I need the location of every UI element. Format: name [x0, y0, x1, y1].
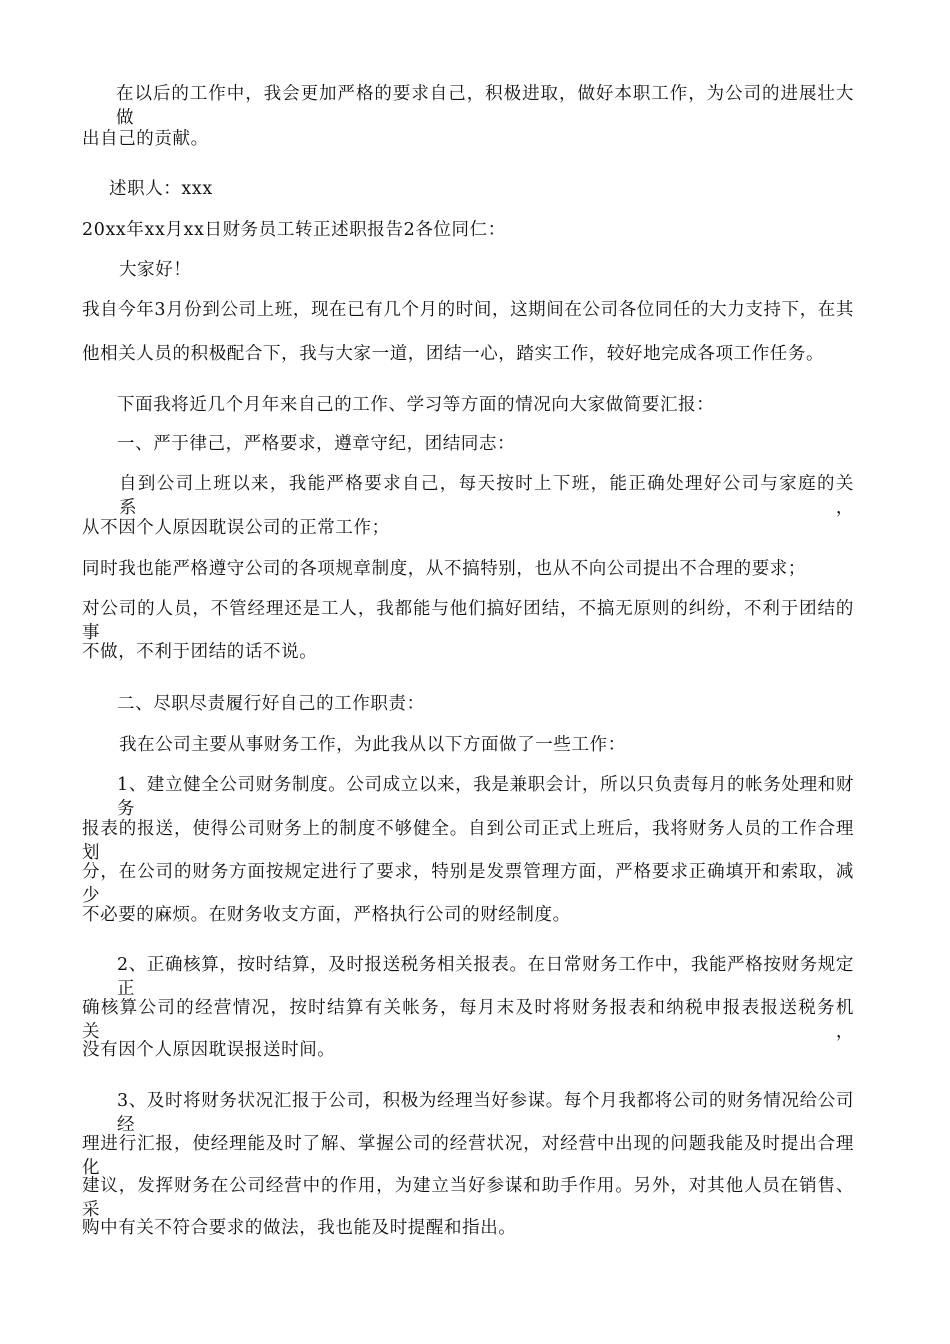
paragraph-line: 确核算公司的经营情况，按时结算有关帐务，每月末及时将财务报表和纳税申报表报送税务机关，	[82, 998, 854, 1042]
paragraph-line: 购中有关不符合要求的做法，我也能及时提醒和指出。	[82, 1218, 517, 1238]
paragraph-line: 同时我也能严格遵守公司的各项规章制度，从不搞特别，也从不向公司提出不合理的要求；	[82, 559, 806, 579]
paragraph-line: 下面我将近几个月年来自己的工作、学习等方面的情况向大家做简要汇报：	[117, 395, 715, 415]
paragraph-line: 不必要的麻烦。在财务收支方面，严格执行公司的财经制度。	[82, 905, 571, 925]
paragraph-line: 不做，不利于团结的话不说。	[82, 642, 318, 662]
paragraph-line: 出自己的贡献。	[82, 129, 209, 149]
section-heading: 二、尽职尽责履行好自己的工作职责：	[117, 694, 425, 714]
paragraph-line: 2、正确核算，按时结算，及时报送税务相关报表。在日常财务工作中，我能严格按财务规定正	[117, 955, 854, 999]
paragraph-line: 报表的报送，使得公司财务上的制度不够健全。自到公司正式上班后，我将财务人员的工作合理划	[82, 819, 854, 863]
paragraph-line: 我在公司主要从事财务工作，为此我从以下方面做了一些工作：	[119, 735, 626, 755]
paragraph-line: 自到公司上班以来，我能严格要求自己，每天按时上下班，能正确处理好公司与家庭的关系，	[119, 474, 854, 518]
paragraph-line: 3、及时将财务状况汇报于公司，积极为经理当好参谋。每个月我都将公司的财务情况给公司经	[117, 1091, 854, 1135]
paragraph-line: 分，在公司的财务方面按规定进行了要求，特别是发票管理方面，严格要求正确填开和索取，减少	[82, 862, 854, 906]
paragraph-line: 从不因个人原因耽误公司的正常工作；	[82, 518, 390, 538]
paragraph-line: 我自今年3月份到公司上班，现在已有几个月的时间，这期间在公司各位同任的大力支持下，在其	[82, 300, 854, 320]
greeting-line: 大家好！	[119, 260, 192, 280]
section-heading: 一、严于律己，严格要求，遵章守纪，团结同志：	[117, 434, 516, 454]
paragraph-line: 在以后的工作中，我会更加严格的要求自己，积极进取，做好本职工作，为公司的进展壮大做	[116, 84, 854, 128]
paragraph-line: 理进行汇报，使经理能及时了解、掌握公司的经营状况，对经营中出现的问题我能及时提出合理化	[82, 1134, 854, 1178]
paragraph-line: 1、建立健全公司财务制度。公司成立以来，我是兼职会计，所以只负责每月的帐务处理和财务	[117, 775, 854, 819]
paragraph-line: 建议，发挥财务在公司经营中的作用，为建立当好参谋和助手作用。另外，对其他人员在销售、采	[82, 1176, 854, 1220]
paragraph-line: 没有因个人原因耽误报送时间。	[82, 1040, 336, 1060]
paragraph-line: 对公司的人员，不管经理还是工人，我都能与他们搞好团结，不搞无原则的纠纷，不利于团结的事	[82, 599, 854, 643]
paragraph-line: 他相关人员的积极配合下，我与大家一道，团结一心，踏实工作，较好地完成各项工作任务。	[82, 344, 825, 364]
heading-line: 20xx年xx月xx日财务员工转正述职报告2各位同仁：	[82, 220, 506, 240]
signature-line: 述职人：xxx	[109, 179, 213, 199]
